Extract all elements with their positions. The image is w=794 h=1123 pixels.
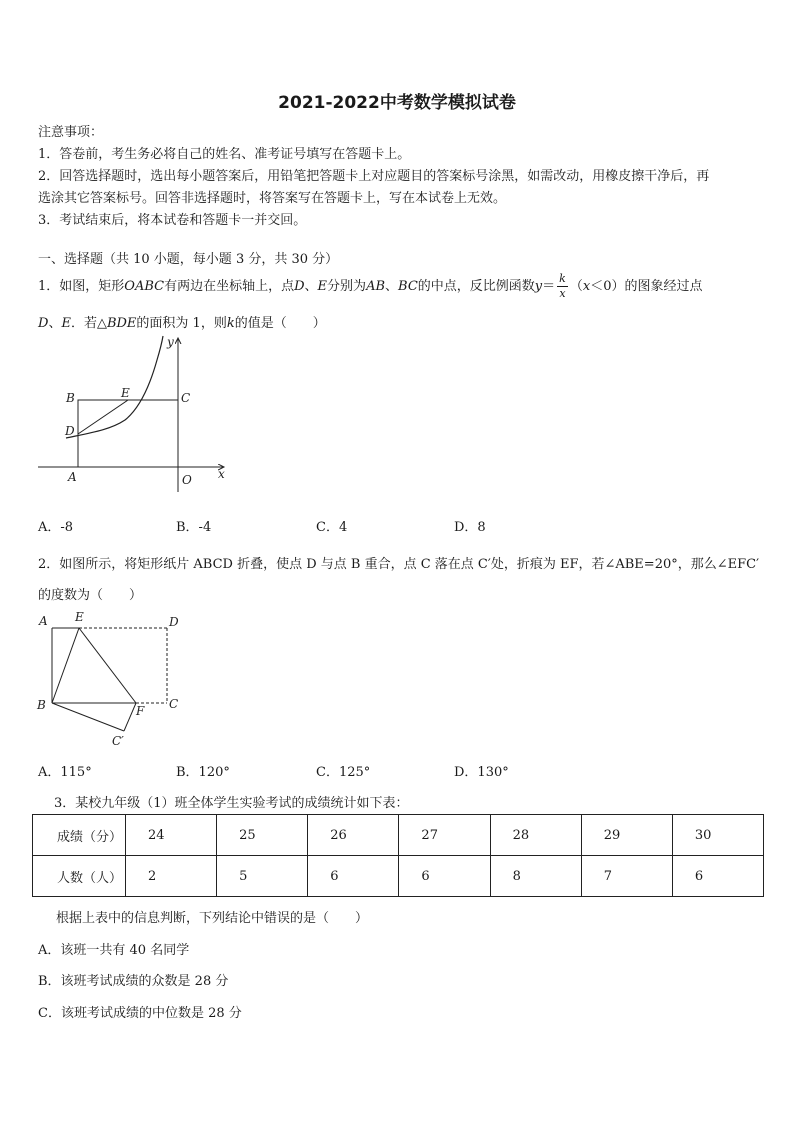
notice-item: 选涂其它答案标号。回答非选择题时，将答案写在答题卡上，写在本试卷上无效。: [38, 191, 507, 206]
page-title: 2021-2022中考数学模拟试卷: [278, 93, 516, 113]
notice-item: 2．回答选择题时，选出每小题答案后，用铅笔把答题卡上对应题目的答案标号涂黑，如需改动，用橡皮擦干净后，再: [38, 169, 710, 184]
hyperbola-curve: [66, 336, 163, 438]
table-row: [33, 856, 764, 897]
k-over-x-fraction: $\frac{k}{x}$: [559, 272, 566, 300]
table-row: [33, 815, 764, 856]
q3-option-c: C．该班考试成绩的中位数是 28 分: [38, 1006, 242, 1021]
label-e: E: [121, 386, 130, 400]
label-a: A: [68, 470, 77, 484]
table-cell: 8: [490, 856, 581, 897]
table-cell: 28: [490, 815, 581, 856]
q3-question: 根据上表中的信息判断，下列结论中错误的是（ ）: [56, 911, 369, 926]
q2-option-c: C．125°: [316, 765, 371, 780]
table-header-cell: 成绩（分）: [33, 815, 126, 856]
notice-item: 3．考试结束后，将本试卷和答题卡一并交回。: [38, 213, 307, 228]
label-b: B: [66, 391, 75, 405]
table-cell: 6: [399, 856, 490, 897]
q2-option-a: A．115°: [38, 765, 92, 780]
label-c: C: [169, 697, 179, 711]
q1-text-line1: 1．如图，矩形OABC有两边在坐标轴上，点D、E分别为AB、BC的中点，反比例函数y＝ $\frac{k}{x}$ （x＜0）的图象经过点: [38, 272, 703, 300]
q3-option-a: A．该班一共有 40 名同学: [38, 943, 190, 958]
q2-text-line2: 的度数为（ ）: [38, 588, 143, 603]
q2-option-d: D．130°: [454, 765, 509, 780]
table-cell: 30: [672, 815, 763, 856]
table-cell: 29: [581, 815, 672, 856]
label-c: C: [181, 391, 191, 405]
table-cell: 6: [308, 856, 399, 897]
label-o: O: [182, 473, 192, 487]
table-cell: 25: [217, 815, 308, 856]
label-e: E: [75, 610, 84, 624]
q1-option-b: B．-4: [176, 520, 212, 535]
label-y: y: [167, 335, 174, 349]
label-f: F: [136, 704, 145, 718]
label-b: B: [37, 698, 46, 712]
q3-option-b: B．该班考试成绩的众数是 28 分: [38, 974, 229, 989]
table-cell: 2: [126, 856, 217, 897]
table-cell: 5: [217, 856, 308, 897]
score-table: [32, 814, 764, 897]
table-cell: 6: [672, 856, 763, 897]
label-d: D: [65, 424, 75, 438]
table-header-cell: 人数（人）: [33, 856, 126, 897]
q2-text-line1: 2．如图所示，将矩形纸片 ABCD 折叠，使点 D 与点 B 重合，点 C 落在点 C′处，折痕为 EF，若∠ABE=20°，那么∠EFC′: [38, 557, 760, 572]
label-c-prime: C′: [112, 734, 124, 748]
q1-figure: [30, 330, 240, 495]
q1-option-c: C．4: [316, 520, 348, 535]
segment-de: [78, 400, 128, 434]
label-d: D: [169, 615, 179, 629]
table-cell: 27: [399, 815, 490, 856]
rectangle-oabc: [78, 400, 178, 467]
label-a: A: [39, 614, 48, 628]
notice-item: 1．答卷前，考生务必将自己的姓名、准考证号填写在答题卡上。: [38, 147, 411, 162]
q2-figure: [32, 608, 192, 750]
table-cell: 7: [581, 856, 672, 897]
q2-option-b: B．120°: [176, 765, 230, 780]
table-cell: 24: [126, 815, 217, 856]
q3-text-line1: 3．某校九年级（1）班全体学生实验考试的成绩统计如下表：: [54, 796, 409, 811]
q1-text-line2: D、E．若△BDE的面积为 1，则k的值是（ ）: [38, 316, 326, 331]
label-x: x: [218, 467, 225, 481]
section-title: 一、选择题（共 10 小题，每小题 3 分，共 30 分）: [38, 252, 339, 267]
notice-heading: 注意事项：: [38, 125, 104, 140]
q1-option-a: A．-8: [38, 520, 74, 535]
table-cell: 26: [308, 815, 399, 856]
q1-option-d: D．8: [454, 520, 486, 535]
